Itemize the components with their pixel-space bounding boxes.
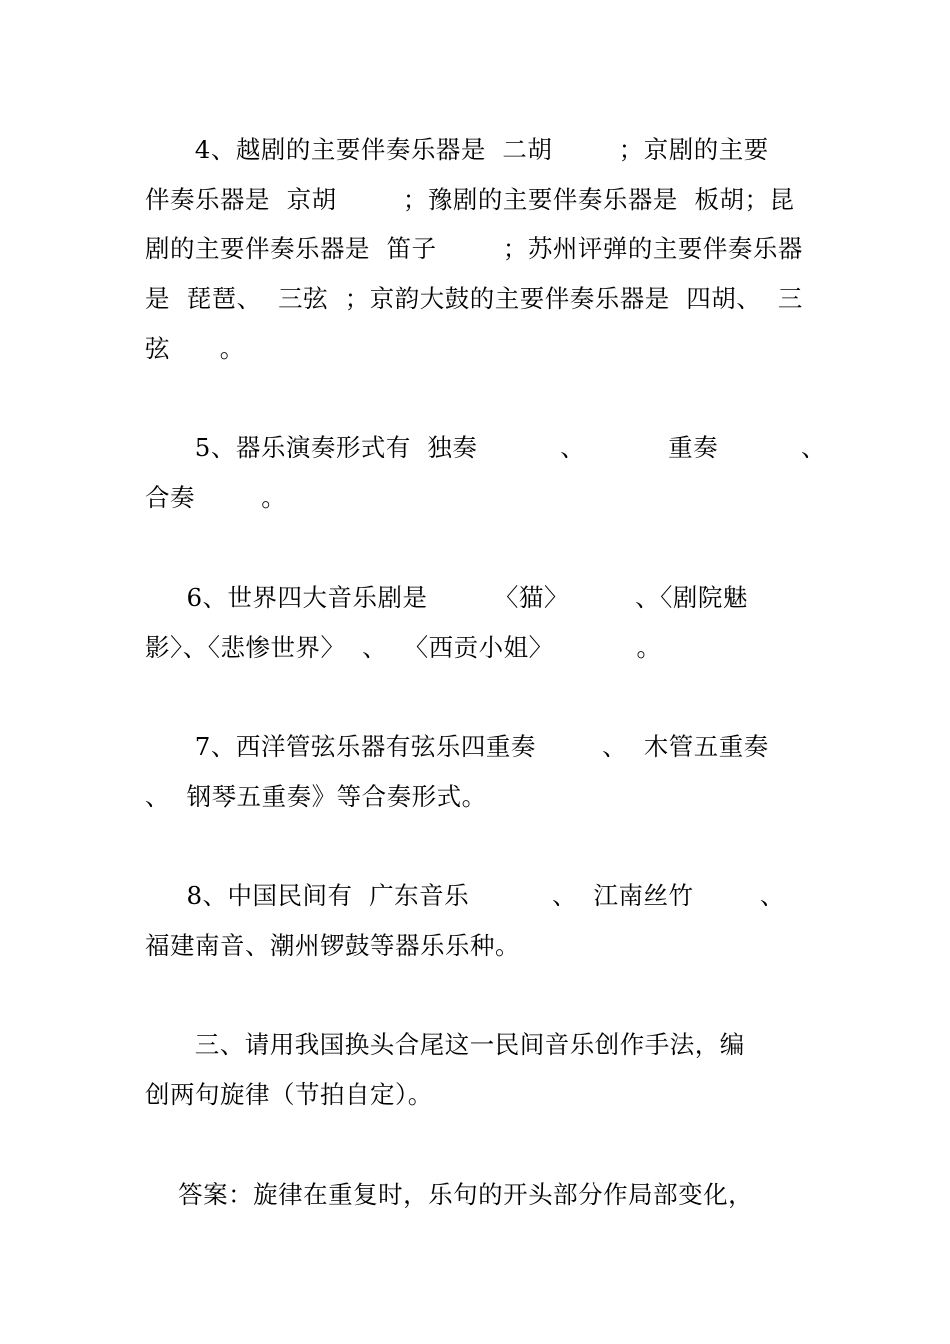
text-line: 4、越剧的主要伴奏乐器是 二胡 ；京剧的主要 [145, 135, 769, 164]
text-line: 弦 。 [145, 334, 245, 363]
text-line: 三、请用我国换头合尾这一民间音乐创作手法，编 [145, 1030, 745, 1059]
text-line: 是 琵琶、 三弦 ；京韵大鼓的主要伴奏乐器是 四胡、 三 [145, 284, 803, 313]
text-line: 8、中国民间有 广东音乐 、 江南丝竹 、 [145, 881, 785, 910]
text-line: 伴奏乐器是 京胡 ；豫剧的主要伴奏乐器是 板胡；昆 [145, 185, 795, 214]
text-line: 5、器乐演奏形式有 独奏 、 重奏 、 [145, 433, 827, 462]
text-line: 剧的主要伴奏乐器是 笛子 ；苏州评弹的主要伴奏乐器 [145, 234, 803, 263]
text-line: 答案：旋律在重复时，乐句的开头部分作局部变化， [145, 1180, 754, 1209]
text-line: 、 钢琴五重奏》等合奏形式。 [145, 782, 487, 811]
text-line: 合奏 。 [145, 483, 287, 512]
text-line: 6、世界四大音乐剧是 〈猫〉 、〈剧院魅 [145, 583, 748, 612]
text-line: 7、西洋管弦乐器有弦乐四重奏 、 木管五重奏 [145, 732, 769, 761]
text-line: 影〉、〈悲惨世界〉 、 〈西贡小姐〉 。 [145, 633, 662, 662]
text-line: 创两句旋律（节拍自定）。 [145, 1080, 433, 1109]
text-line: 福建南音、潮州锣鼓等器乐乐种。 [145, 931, 520, 960]
